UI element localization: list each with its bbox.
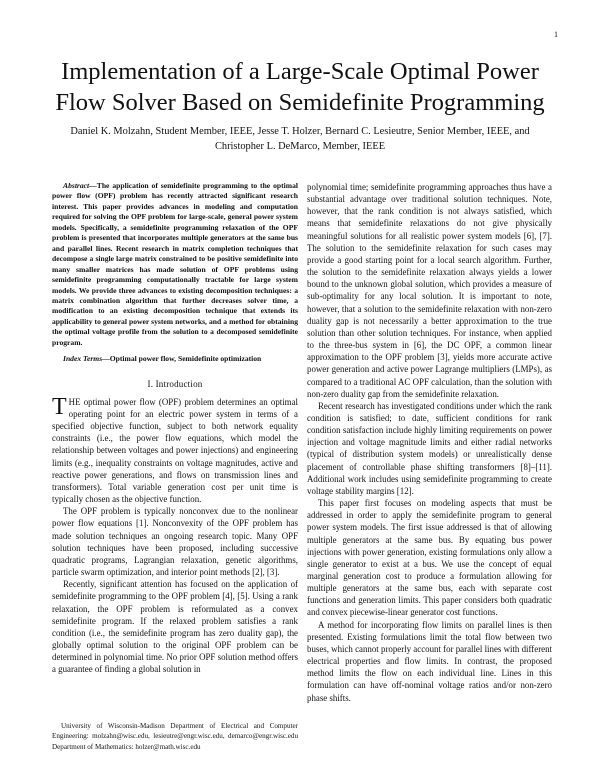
index-terms-label: Index Terms bbox=[63, 354, 103, 364]
right-paragraph-4: A method for incorporating flow limits on parallel lines is then presented. Existing formulations limit the total flow between two buses, which cannot properly account for parallel lines with different electrical properties and flow limits. In contrast, the proposed method limits the flow on each individual line. Lines in this formulation can have off-nominal voltage ratios and/or non-zero phase shifts. bbox=[307, 619, 552, 703]
left-column bbox=[52, 181, 298, 675]
intro-paragraph-2: The OPF problem is typically nonconvex due to the nonlinear power flow equations [1]. Nonconvexity of the OPF problem has made solution techniques an ongoing research topic. Many OPF solution techniques have been proposed, including successive quadratic programs, Lagrangian relaxation, genetic algorithms, particle swarm optimization, and interior point methods [2], [3]. bbox=[52, 506, 298, 578]
right-paragraph-3: This paper first focuses on modeling aspects that must be addressed in order to apply the semidefinite program to general power system models. The first issue addressed is that of allowing multiple generators at the same bus. By equating bus power injections with power generation, existing formulations only allow a single generator to exist at a bus. We use the concept of equal marginal generation cost to produce a formulation allowing for multiple generators at the same bus, each with separate cost functions and generation limits. This paper considers both quadratic and convex piecewise-linear generator cost functions. bbox=[307, 498, 552, 618]
author-list bbox=[60, 125, 540, 154]
author-names: Daniel K. Molzahn, Student Member, IEEE, Jesse T. Holzer, Bernard C. Lesieutre, Senior Member, IEEE, and Christopher L. DeMarco, Member, IEEE bbox=[70, 126, 530, 152]
abstract-label: Abstract bbox=[63, 181, 90, 190]
index-terms bbox=[52, 354, 298, 364]
drop-cap: T bbox=[52, 393, 67, 420]
intro-paragraph-1 bbox=[52, 393, 298, 505]
right-column bbox=[307, 181, 552, 704]
page-number: 1 bbox=[554, 30, 558, 39]
paper-title: Implementation of a Large-Scale Optimal Power Flow Solver Based on Semidefinite Programming bbox=[55, 58, 545, 116]
intro-paragraph-3: Recently, significant attention has focused on the application of semidefinite programming to the OPF problem [4], [5]. Using a rank relaxation, the OPF problem is reformulated as a convex semidefinite program. If the relaxed problem satisfies a rank condition (i.e., the semidefinite program has zero duality gap), the globally optimal solution to the original OPF problem can be determined in polynomial time. No prior OPF solution method offers a guarantee of finding a global solution in bbox=[52, 579, 298, 675]
affiliation-footnote bbox=[52, 721, 298, 752]
index-terms-text: —Optimal power flow, Semidefinite optimization bbox=[102, 354, 262, 364]
abstract bbox=[52, 181, 298, 348]
right-paragraph-1: polynomial time; semidefinite programming approaches thus have a substantial advantage over traditional solution techniques. Note, however, that the rank condition is not always satisfied, which means that semidefinite relaxations do not give physically meaningful solutions for all realistic power system models [6], [7]. The solution to the semidefinite relaxation for such cases may provide a good starting point for a local search algorithm. Further, the solution to the semidefinite relaxation always yields a lower bound to the unknown global solution, which provides a measure of sub-optimality for any local solution. It is important to note, however, that a solution to the semidefinite relaxation with non-zero duality gap is not necessarily a better approximation to the true solution than other solution techniques. For instance, when applied to the three-bus system in [6], the DC OPF, a common linear approximation to the OPF problem [3], yields more accurate active power generation and active power Lagrange multipliers (LMPs), as compared to a traditional AC OPF calculation, than the solution with non-zero duality gap from the semidefinite relaxation. bbox=[307, 182, 552, 399]
footnote-text: University of Wisconsin-Madison Department of Electrical and Computer Engineering: molzahn@wisc.edu, lesieutre@engr.wisc.edu, demarco@engr.wisc.edu Department of Mathematics: holzer@math.wisc.edu bbox=[52, 722, 298, 751]
intro-paragraph-1-text: HE optimal power flow (OPF) problem determines an optimal operating point for an electric power system in terms of a specified objective function, subject to both network equality constraints (i.e., the power flow equations, which model the relationship between voltages and power injections) and engineering limits (e.g., inequality constraints on voltage magnitudes, active and reactive power generations, and flows on transmission lines and transformers). Total variable generation cost per unit time is typically chosen as the objective function. bbox=[52, 396, 298, 505]
abstract-text: —The application of semidefinite programming to the optimal power flow (OPF) problem has recently attracted significant research interest. This paper provides advances in modeling and computation required for solving the OPF problem for large-scale, general power system models. Specifically, a semidefinite programming relaxation of the OPF problem is presented that incorporates multiple generators at the same bus and parallel lines. Recent research in matrix completion techniques that decompose a single large matrix constrained to be positive semidefinite into many smaller matrices has made solution of OPF problems using semidefinite programming computationally tractable for large system models. We provide three advances to existing decomposition techniques: a matrix combination algorithm that further decreases solver time, a modification to an existing decomposition technique that extends its applicability to general power system networks, and a method for obtaining the optimal voltage profile from the solution to a decomposed semidefinite program. bbox=[52, 181, 298, 347]
section-heading: I. Introduction bbox=[147, 378, 203, 389]
right-paragraph-2: Recent research has investigated conditions under which the rank condition is satisfied; to date, sufficient conditions for rank condition satisfaction include highly limiting requirements on power injection and voltage magnitude limits and either radial networks (typical of distribution system models) or unrealistically dense placement of controllable phase shifting transformers [8]–[11]. Additional work includes using semidefinite programming to create voltage stability margins [12]. bbox=[307, 400, 552, 496]
